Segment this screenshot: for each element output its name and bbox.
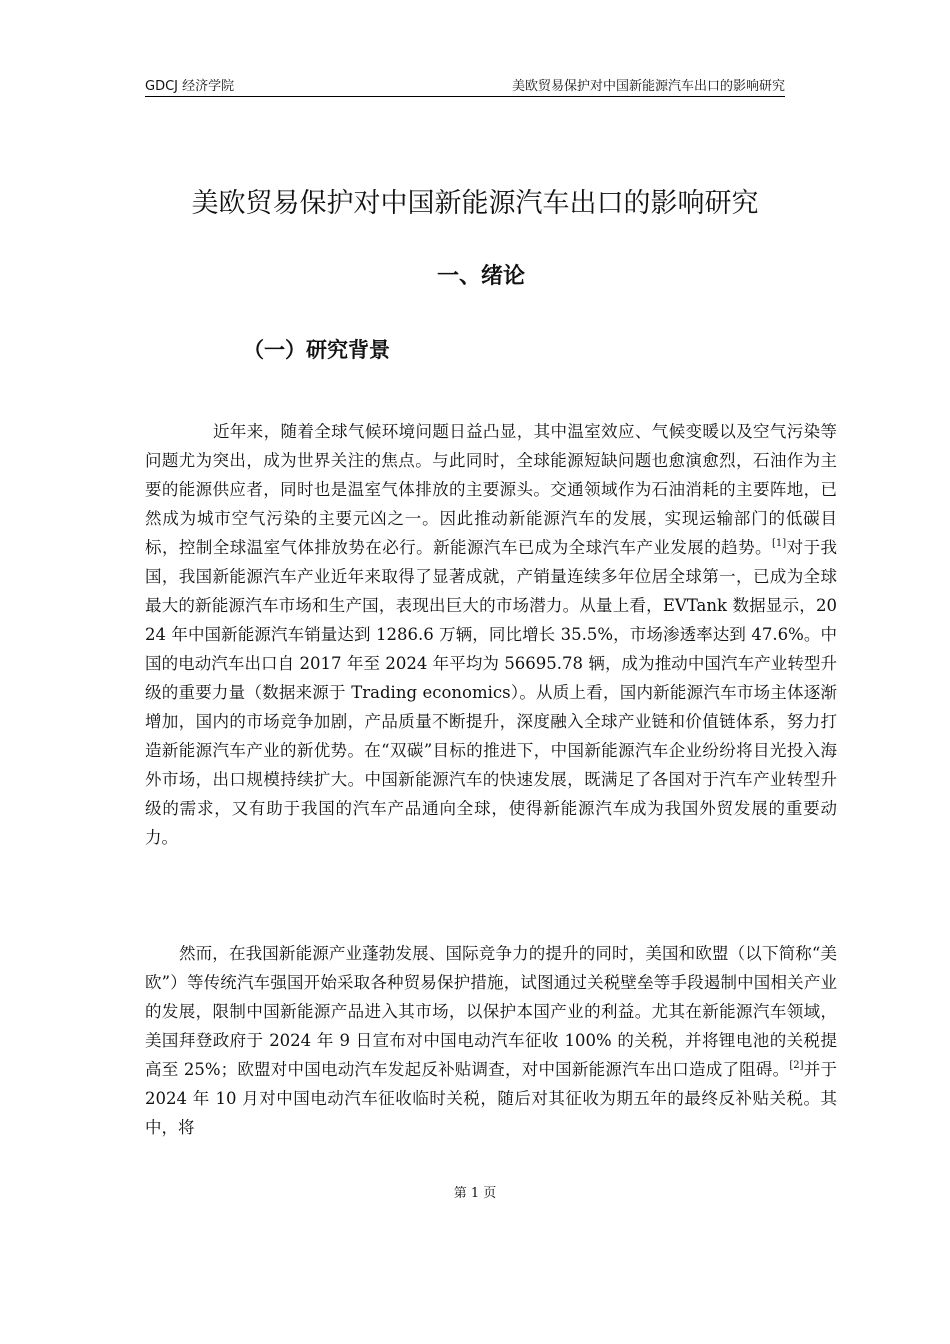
section-heading: 一、绪论 <box>437 264 526 289</box>
paper-title: 美欧贸易保护对中国新能源汽车出口的影响研究 <box>191 188 759 219</box>
subsection-heading: （一）研究背景 <box>243 338 390 362</box>
header-institution: GDCJ 经济学院 <box>145 79 235 94</box>
body-paragraph-1 <box>145 417 837 852</box>
paragraph-1-text-a: 近年来，随着全球气候环境问题日益凸显，其中温室效应、气候变暖以及空气污染等问题尤为突出，成为世界关注的焦点。与此同时，全球能源短缺问题也愈演愈烈，石油作为主要的能源供应者，同时也是温室气体排放的主要源头。交通领域作为石油消耗的主要阵地，已然成为城市空气污染的主要元凶之一。因此推动新能源汽车的发展，实现运输部门的低碳目标，控制全球温室气体排放势在必行。新能源汽车已成为全球汽车产业发展的趋势。 <box>145 422 837 557</box>
paragraph-1-text-b: 对于我国，我国新能源汽车产业近年来取得了显著成就，产销量连续多年位居全球第一，已成为全球最大的新能源汽车市场和生产国，表现出巨大的市场潜力。从量上看，EVTank 数据显示，2024 年中国新能源汽车销量达到 1286.6 万辆，同比增长 35.5%，市场渗透率达到 47.6%。中国的电动汽车出口自 2017 年至 2024 年平均为 56695.78 辆，成为推动中国汽车产业转型升级的重要力量（数据来源于 Trading economics）。从质上看，国内新能源汽车市场主体逐渐增加，国内的市场竞争加剧，产品质量不断提升，深度融入全球产业链和价值链体系，努力打造新能源汽车产业的新优势。在“双碳”目标的推进下，中国新能源汽车企业纷纷将目光投入海外市场，出口规模持续扩大。中国新能源汽车的快速发展，既满足了各国对于汽车产业转型升级的需求，又有助于我国的汽车产品通向全球，使得新能源汽车成为我国外贸发展的重要动力。 <box>145 538 838 847</box>
running-header <box>145 79 785 97</box>
citation-1: [1] <box>772 538 787 549</box>
citation-2: [2] <box>789 1060 804 1071</box>
body-paragraph-2 <box>145 939 837 1142</box>
paragraph-2-text-a: 然而，在我国新能源产业蓬勃发展、国际竞争力的提升的同时，美国和欧盟（以下简称“美欧”）等传统汽车强国开始采取各种贸易保护措施，试图通过关税壁垒等手段遏制中国相关产业的发展，限制中国新能源产品进入其市场，以保护本国产业的利益。尤其在新能源汽车领域，美国拜登政府于 2024 年 9 日宣布对中国电动汽车征收 100% 的关税，并将锂电池的关税提高至 25%；欧盟对中国电动汽车发起反补贴调查，对中国新能源汽车出口造成了阻碍。 <box>145 944 837 1079</box>
page-number: 第 1 页 <box>453 1186 497 1201</box>
header-paper-title: 美欧贸易保护对中国新能源汽车出口的影响研究 <box>511 79 785 94</box>
paragraph-2-text-b: 并于 2024 年 10 月对中国电动汽车征收临时关税，随后对其征收为期五年的最终反补贴关税。其中，将 <box>145 1060 838 1137</box>
